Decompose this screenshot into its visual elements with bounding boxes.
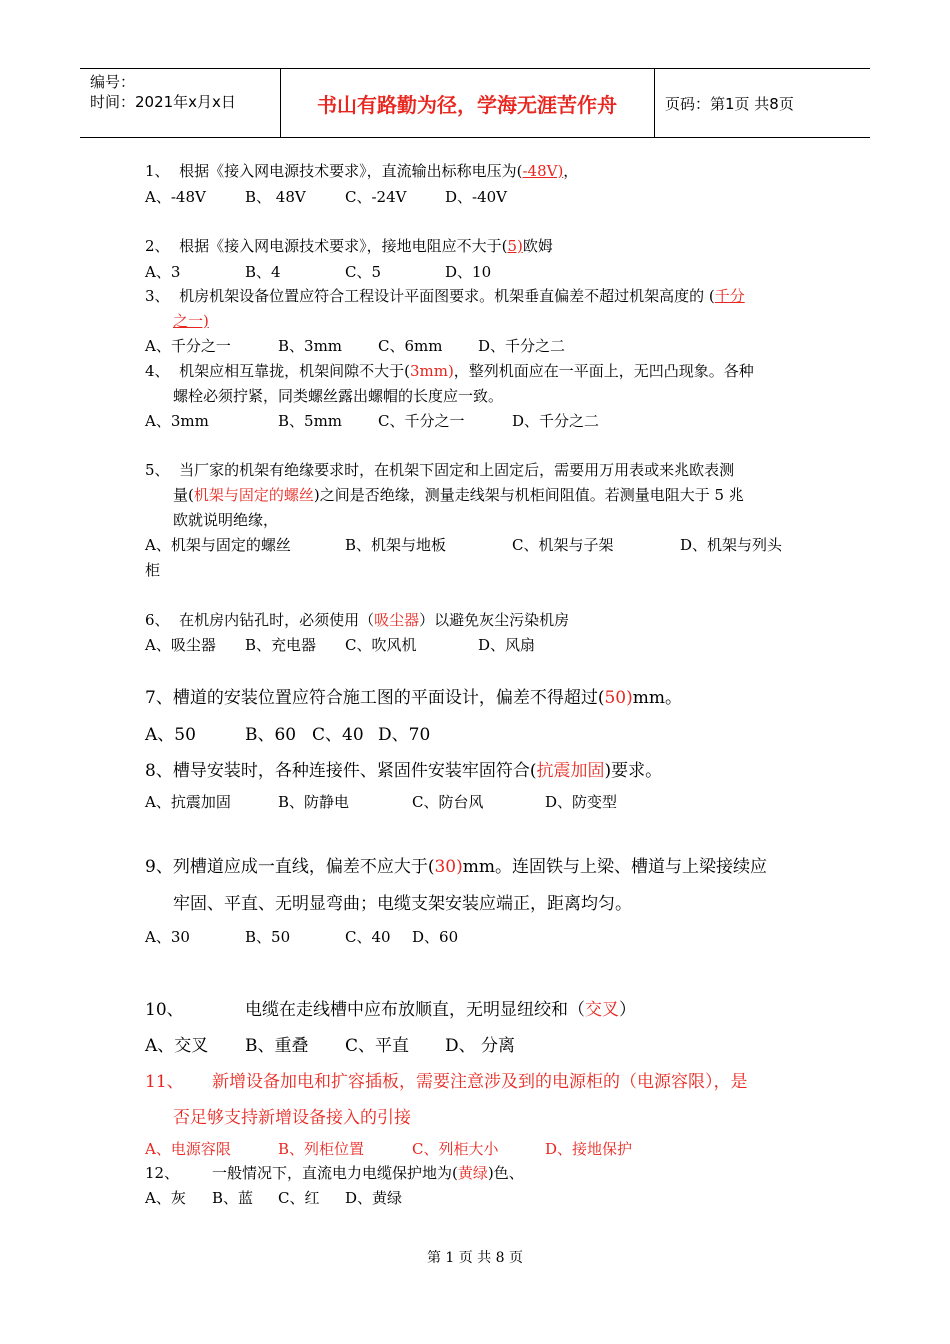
options-5-wrap: 柜 — [145, 561, 161, 579]
number-label: 编号： — [90, 73, 136, 91]
options-2: A、3 B、4 C、5 D、10 — [145, 263, 492, 281]
options-3: A、千分之一 B、3mm C、6mm D、千分之二 — [145, 337, 566, 355]
question-5-cont: 量(机架与固定的螺丝)之间是否绝缘，测量走线架与机柜间阻值。若测量电阻大于 5 兆 — [173, 486, 744, 504]
question-12: 12、 — [145, 1164, 180, 1182]
question-10: 10、 — [145, 1000, 184, 1020]
options-11: A、电源容限 B、列柜位置 C、列柜大小 D、接地保护 — [145, 1140, 633, 1158]
page-header — [80, 68, 870, 138]
options-8: A、抗震加固 B、防静电 C、防台风 D、防变型 — [145, 793, 618, 811]
question-4: 4、 机架应相互靠拢，机架间隙不大于(3mm)，整列机面应在一平面上，无凹凸现象。各种 — [145, 362, 754, 380]
options-12: A、灰 B、蓝 C、红 D、黄绿 — [145, 1189, 403, 1207]
question-3-cont: 之一) — [173, 312, 209, 330]
options-6: A、吸尘器 B、充电器 C、吹风机 D、风扇 — [145, 636, 536, 654]
question-10-text: 电缆在走线槽中应布放顺直，无明显纽绞和（交叉） — [245, 1000, 636, 1020]
time-label: 时间：2021年x月x日 — [90, 93, 236, 111]
question-1: 1、 根据《接入网电源技术要求》，直流输出标称电压为(-48V)， — [145, 162, 579, 180]
question-7: 7、槽道的安装位置应符合施工图的平面设计，偏差不得超过(50)mm。 — [145, 688, 682, 708]
question-6: 6、 在机房内钻孔时，必须使用（吸尘器）以避免灰尘污染机房 — [145, 611, 570, 629]
header-motto: 书山有路勤为径，学海无涯苦作舟 — [280, 69, 655, 137]
question-12-text: 一般情况下，直流电力电缆保护地为(黄绿)色、 — [212, 1164, 524, 1182]
question-8: 8、槽导安装时，各种连接件、紧固件安装牢固符合(抗震加固)要求。 — [145, 761, 663, 781]
header-page-label: 页码：第1页 共8页 — [665, 94, 794, 113]
options-9: A、30 B、50 C、40 D、60 — [145, 928, 459, 946]
question-11-text: 新增设备加电和扩容插板，需要注意涉及到的电源柜的（电源容限），是 — [212, 1072, 748, 1092]
options-5: A、机架与固定的螺丝 B、机架与地板 C、机架与子架 D、机架与列头 — [145, 536, 783, 554]
options-7: A、50 B、60 C、40 D、70 — [145, 725, 431, 745]
page-footer: 第 1 页 共 8 页 — [426, 1250, 524, 1266]
question-5-cont2: 欧就说明绝缘， — [173, 511, 279, 529]
options-10: A、交叉 B、重叠 C、平直 D、 分离 — [145, 1036, 516, 1056]
question-9: 9、列槽道应成一直线，偏差不应大于(30)mm。连固铁与上梁、槽道与上梁接续应 — [145, 857, 767, 877]
question-5: 5、 当厂家的机架有绝缘要求时，在机架下固定和上固定后，需要用万用表或来兆欧表测 — [145, 461, 735, 479]
options-1: A、-48V B、 48V C、-24V D、-40V — [145, 188, 508, 206]
question-11: 11、 — [145, 1072, 184, 1092]
question-9-cont: 牢固、平直、无明显弯曲；电缆支架安装应端正，距离均匀。 — [173, 894, 632, 914]
question-4-cont: 螺栓必须拧紧，同类螺丝露出螺帽的长度应一致。 — [173, 387, 504, 405]
options-4: A、3mm B、5mm C、千分之一 D、千分之二 — [145, 412, 600, 430]
question-3: 3、 机房机架设备位置应符合工程设计平面图要求。机架垂直偏差不超过机架高度的 (千分 — [145, 287, 745, 305]
question-2: 2、 根据《接入网电源技术要求》，接地电阻应不大于(5)欧姆 — [145, 237, 553, 255]
header-meta — [80, 69, 281, 137]
question-11-cont: 否足够支持新增设备接入的引接 — [173, 1108, 411, 1128]
